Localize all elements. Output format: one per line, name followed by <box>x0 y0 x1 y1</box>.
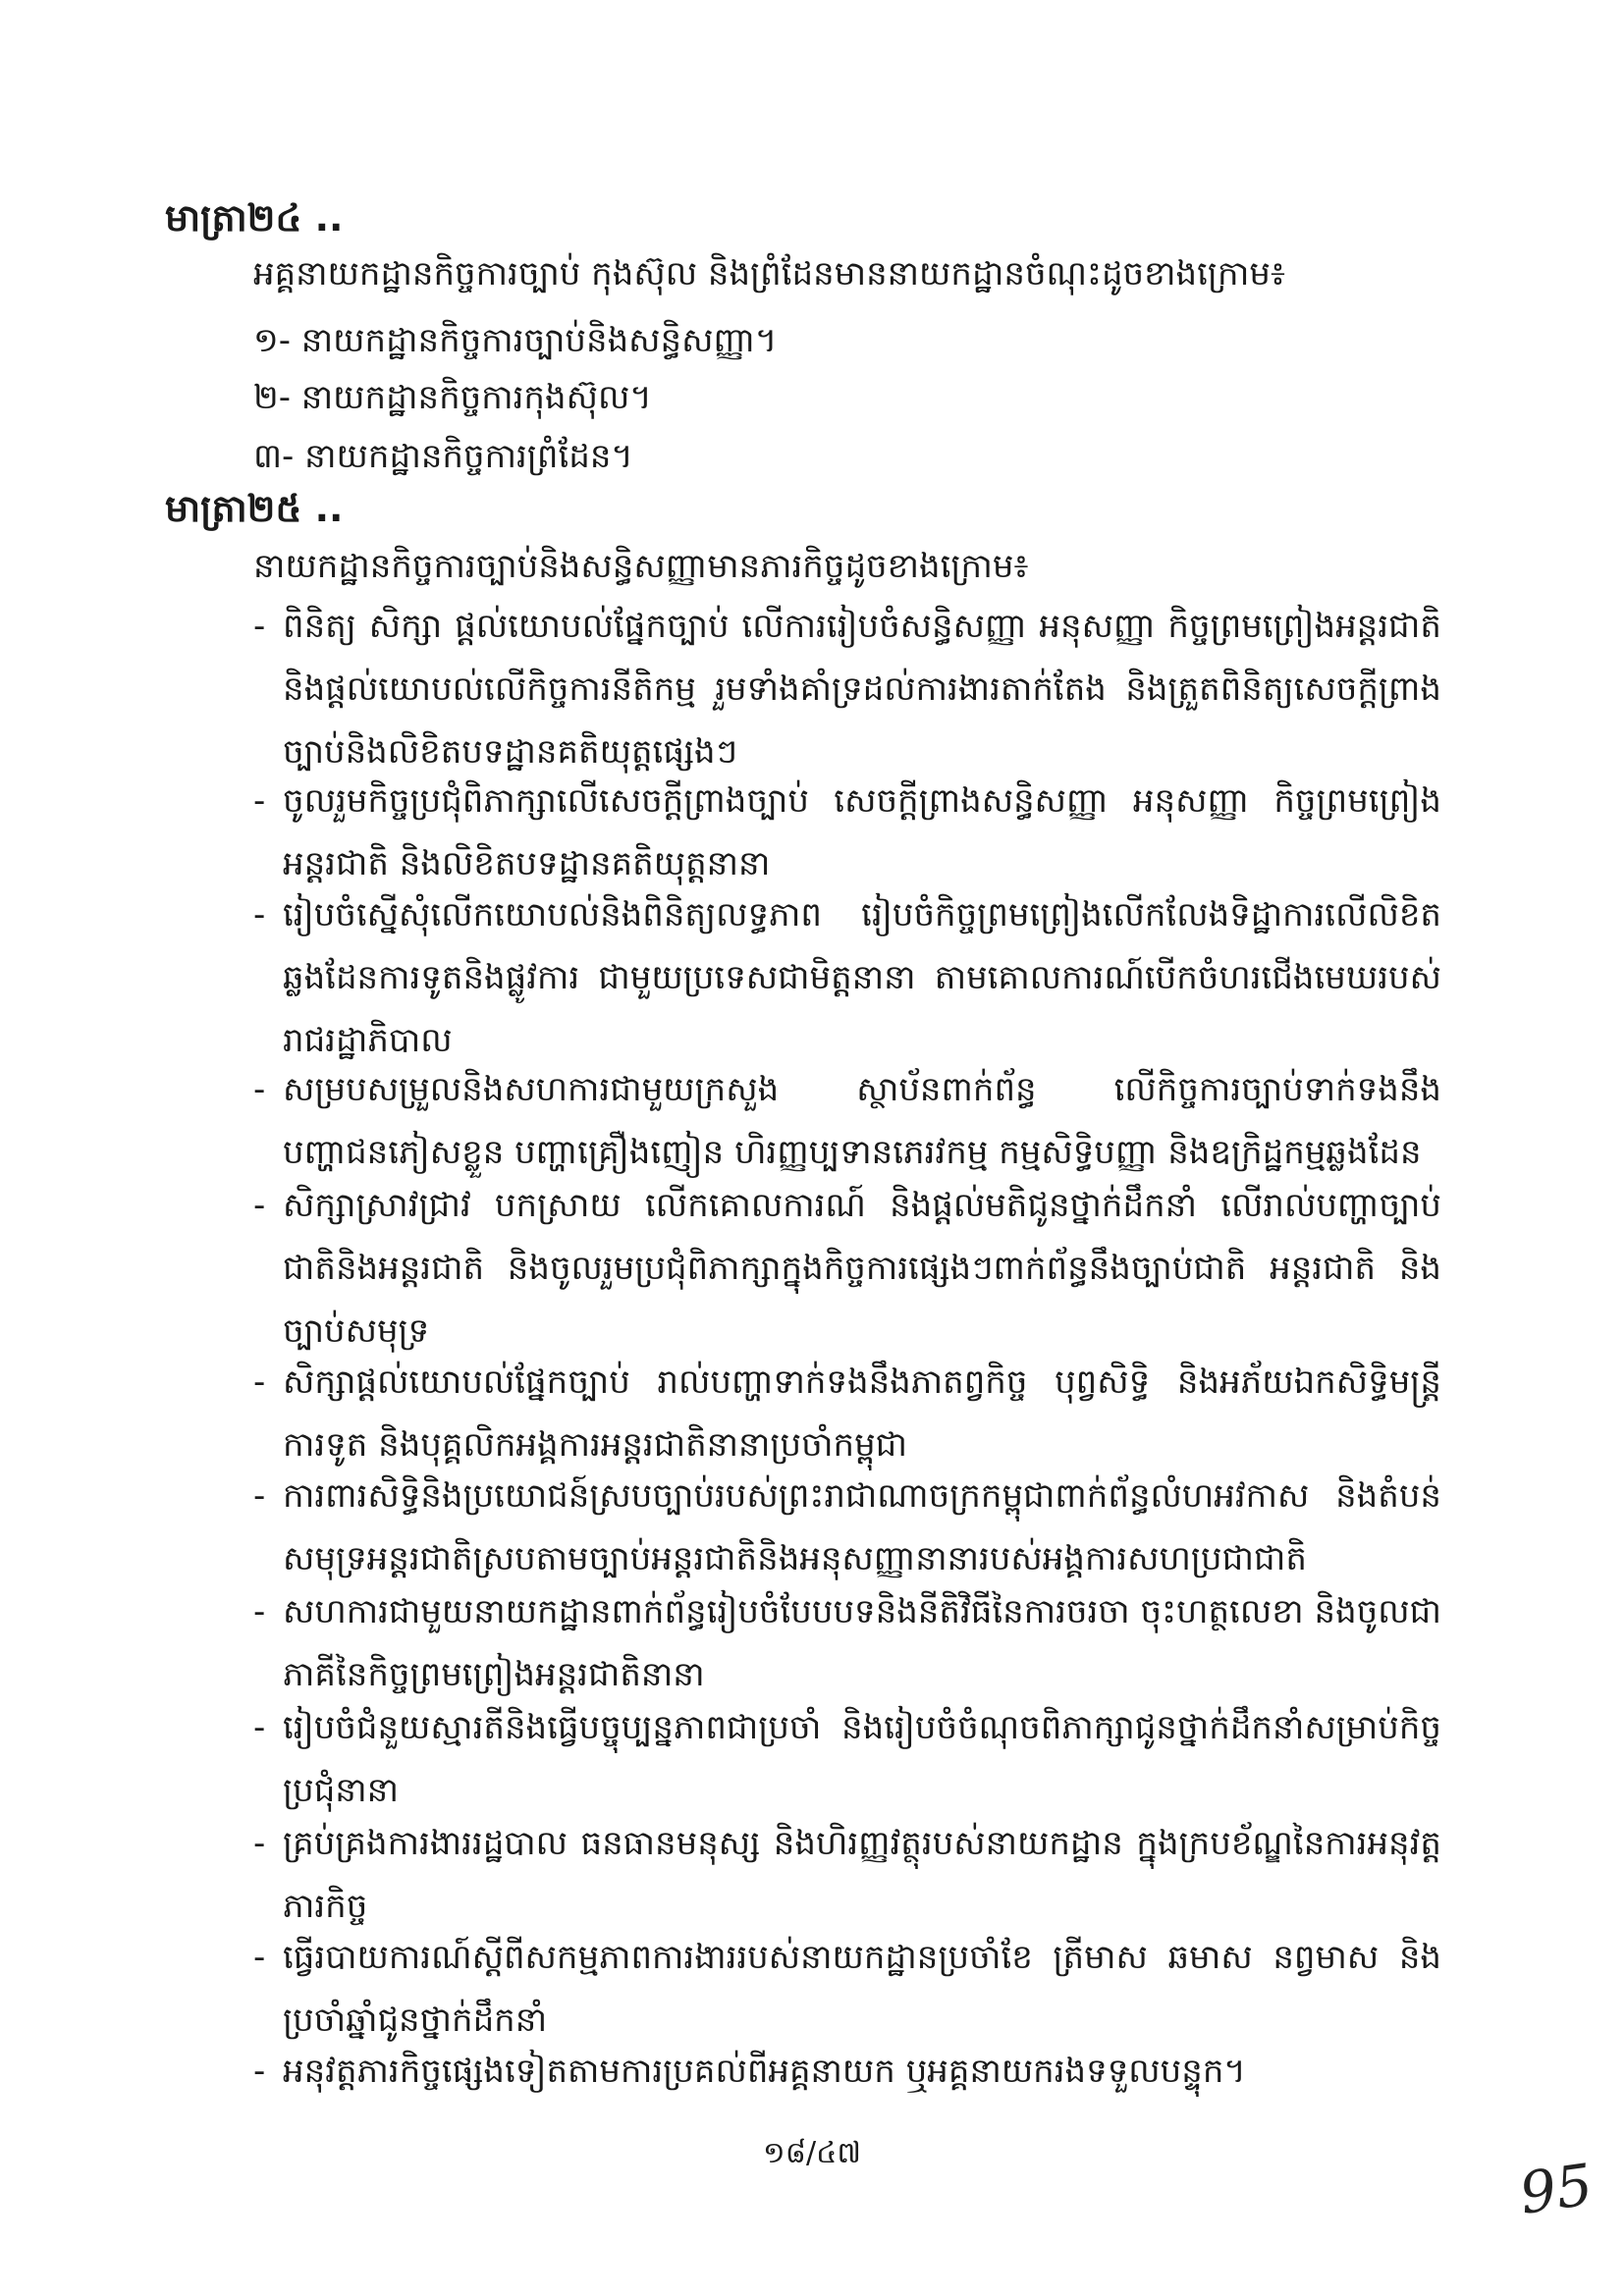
bullet-dash: - <box>253 1362 266 1402</box>
bullet-text: រៀបចំជំនួយស្មារតីនិងធ្វើបច្ចុប្បន្នភាពជាប្រចាំ និងរៀបចំចំណុចពិភាក្សាជូនថ្នាក់ដឹកនាំសម្រាប់កិច្ចប្រជុំនានា <box>283 1708 1441 1810</box>
bullet-text: ការពារសិទ្ធិនិងប្រយោជន៍ស្របច្បាប់របស់ព្រះរាជាណាចក្រកម្ពុជាពាក់ព័ន្ធលំហអវកាស និងតំបន់សមុទ្រអន្តរជាតិស្របតាមច្បាប់អន្តរជាតិនិងអនុសញ្ញានានារបស់អង្គការសហប្រជាជាតិ <box>283 1476 1441 1578</box>
article-25-bullet <box>253 595 1441 783</box>
article-25-bullet <box>253 1812 1441 1938</box>
bullet-text: ធ្វើរបាយការណ៍ស្តីពីសកម្មភាពការងាររបស់នាយកដ្ឋានប្រចាំខែ ត្រីមាស ឆមាស នព្វមាស និងប្រចាំឆ្នាំជូនថ្នាក់ដឹកនាំ <box>283 1938 1441 2040</box>
article-24-item-3: ៣- នាយកដ្ឋានកិច្ចការព្រំដែន។ <box>253 437 633 476</box>
bullet-text: គ្រប់គ្រងការងាររដ្ឋបាល ធនធានមនុស្ស និងហិរញ្ញវត្ថុរបស់នាយកដ្ឋាន ក្នុងក្របខ័ណ្ឌនៃការអនុវត្តភារកិច្ច <box>283 1824 1441 1926</box>
page-number: ១៨/៤៧ <box>763 2136 861 2170</box>
article-25-bullet <box>253 1465 1441 1590</box>
article-25-bullet <box>253 1351 1441 1476</box>
bullet-dash: - <box>253 1476 266 1516</box>
bullet-dash: - <box>253 895 266 934</box>
bullet-text: រៀបចំស្នើសុំលើកយោបល់និងពិនិត្យលទ្ធភាព រៀបចំកិច្ចព្រមព្រៀងលើកលែងទិដ្ឋាការលើលិខិតឆ្លងដែនការទូតនិងផ្លូវការ ជាមួយប្រទេសជាមិត្តនានា តាមគោលការណ៍បើកចំហរជើងមេឃរបស់រាជរដ្ឋាភិបាល <box>283 895 1441 1060</box>
article-25-heading: មាត្រា២៥ .. <box>165 487 344 530</box>
article-25-bullet <box>253 1926 1441 2052</box>
bullet-text: សិក្សាស្រាវជ្រាវ បកស្រាយ លើកគោលការណ៍ និងផ្តល់មតិជូនថ្នាក់ដឹកនាំ លើរាល់បញ្ហាច្បាប់ជាតិនិងអន្តរជាតិ និងចូលរួមប្រជុំពិភាក្សាក្នុងកិច្ចការផ្សេងៗពាក់ព័ន្ធនឹងច្បាប់ជាតិ អន្តរជាតិ និងច្បាប់សមុទ្រ <box>283 1186 1441 1351</box>
bullet-dash: - <box>253 781 266 821</box>
article-25-bullet <box>253 1696 1441 1822</box>
bullet-text: សិក្សាផ្តល់យោបល់ផ្នែកច្បាប់ រាល់បញ្ហាទាក់ទងនឹងភាតព្វកិច្ច បុព្វសិទ្ធិ និងអភ័យឯកសិទ្ធិមន្ត្រីការទូត និងបុគ្គលិកអង្គការអន្តរជាតិនានាប្រចាំកម្ពុជា <box>283 1362 1441 1465</box>
bullet-dash: - <box>253 1592 266 1631</box>
article-25-bullet <box>253 1058 1441 1184</box>
bullet-dash: - <box>253 607 266 646</box>
article-25-bullet <box>253 1580 1441 1706</box>
bullet-text: សម្របសម្រួលនិងសហការជាមួយក្រសួង ស្ថាប័នពាក់ព័ន្ធ លើកិច្ចការច្បាប់ទាក់ទងនឹងបញ្ហាជនភៀសខ្លួន បញ្ហាគ្រឿងញៀន ហិរញ្ញប្បទានភេរវកម្ម កម្មសិទ្ធិបញ្ញា និងឧក្រិដ្ឋកម្មឆ្លងដែន <box>283 1070 1441 1172</box>
bullet-dash: - <box>253 2052 266 2091</box>
bullet-text: អនុវត្តភារកិច្ចផ្សេងទៀតតាមការប្រគល់ពីអគ្គនាយក ឬអគ្គនាយករងទទួលបន្ទុក។ <box>283 2052 1246 2091</box>
bullet-text: ពិនិត្យ សិក្សា ផ្តល់យោបល់ផ្នែកច្បាប់ លើការរៀបចំសន្ធិសញ្ញា អនុសញ្ញា កិច្ចព្រមព្រៀងអន្តរជាតិ និងផ្តល់យោបល់លើកិច្ចការនីតិកម្ម រួមទាំងគាំទ្រដល់ការងារតាក់តែង និងត្រួតពិនិត្យសេចក្តីព្រាងច្បាប់និងលិខិតបទដ្ឋានគតិយុត្តផ្សេងៗ <box>283 607 1441 772</box>
article-24-heading: មាត្រា២៤ .. <box>165 196 344 240</box>
bullet-dash: - <box>253 1186 266 1225</box>
article-25-bullet <box>253 770 1441 895</box>
article-25-bullet <box>253 1174 1441 1362</box>
bullet-dash: - <box>253 1938 266 1977</box>
article-24-item-1: ១- នាយកដ្ឋានកិច្ចការច្បាប់និងសន្ធិសញ្ញា។ <box>253 321 778 360</box>
bullet-text: ចូលរួមកិច្ចប្រជុំពិភាក្សាលើសេចក្តីព្រាងច្បាប់ សេចក្តីព្រាងសន្ធិសញ្ញា អនុសញ្ញា កិច្ចព្រមព្រៀងអន្តរជាតិ និងលិខិតបទដ្ឋានគតិយុត្តនានា <box>283 781 1441 883</box>
handwritten-initial: 95 <box>1515 2151 1597 2227</box>
article-24-item-2: ២- នាយកដ្ឋានកិច្ចការកុងស៊ុល។ <box>253 378 652 417</box>
bullet-dash: - <box>253 1824 266 1863</box>
article-24-intro: អគ្គនាយកដ្ឋានកិច្ចការច្បាប់ កុងស៊ុល និងព្រំដែនមាននាយកដ្ឋានចំណុះដូចខាងក្រោម៖ <box>253 254 1285 294</box>
bullet-dash: - <box>253 1708 266 1747</box>
article-25-bullet <box>253 2040 1441 2103</box>
article-25-intro: នាយកដ្ឋានកិច្ចការច្បាប់និងសន្ធិសញ្ញាមានភារកិច្ចដូចខាងក្រោម៖ <box>253 547 1029 586</box>
bullet-dash: - <box>253 1070 266 1109</box>
bullet-text: សហការជាមួយនាយកដ្ឋានពាក់ព័ន្ធរៀបចំបែបបទនិងនីតិវិធីនៃការចរចា ចុះហត្ថលេខា និងចូលជាភាគីនៃកិច្ចព្រមព្រៀងអន្តរជាតិនានា <box>283 1592 1441 1694</box>
article-25-bullet <box>253 883 1441 1072</box>
